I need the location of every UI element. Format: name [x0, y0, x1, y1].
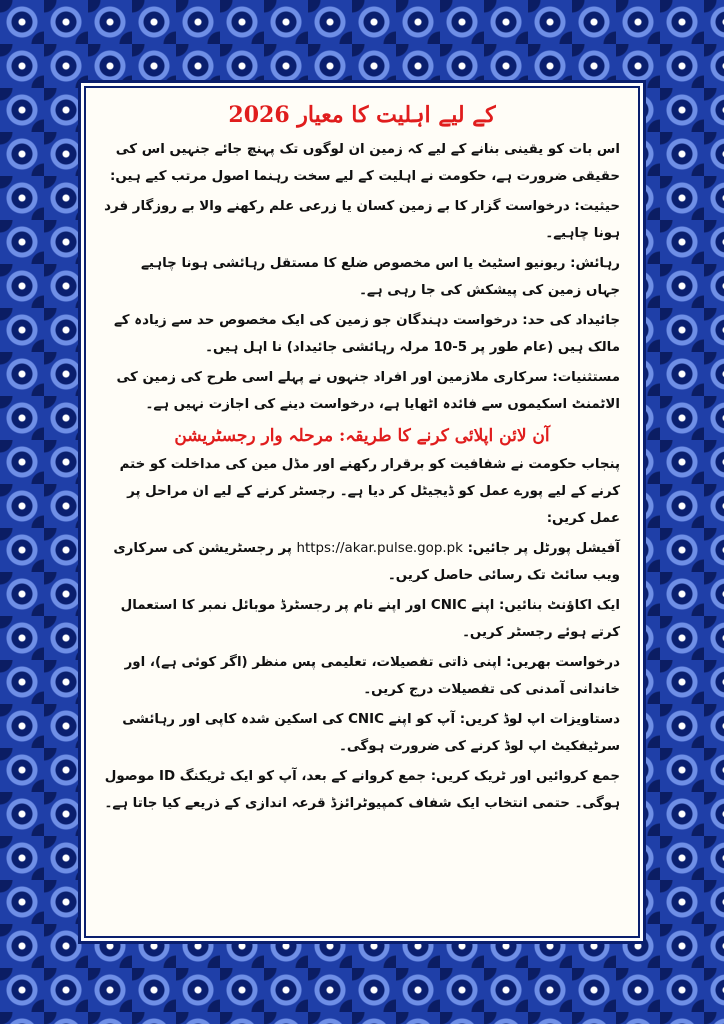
portal-url[interactable]: https://akar.pulse.gop.pk [296, 541, 463, 556]
intro-paragraph: اس بات کو یقینی بنانے کے لیے کہ زمین ان لوگوں تک پہنچ جائے جنہیں اس کی حقیقی ضرورت ہے، حکومت نے اہلیت کے لیے سخت رہنما اصول مرتب کیے ہیں: [110, 142, 620, 184]
section-title: آن لائن اپلائی کرنے کا طریقہ: مرحلہ وار رجسٹریشن [174, 426, 550, 446]
step-upload-documents: دستاویزات اپ لوڈ کریں: آپ کو اپنے CNIC کی اسکین شدہ کاپی اور رہائشی سرٹیفکیٹ اپ لوڈ کرنے کی ضرورت ہوگی۔ [122, 712, 620, 754]
step-portal [104, 535, 620, 589]
criterion-status: حیثیت: درخواست گزار کا بے زمین کسان یا زرعی علم رکھنے والا بے روزگار فرد ہونا چاہیے۔ [104, 199, 620, 241]
criterion-exceptions: مستثنیات: سرکاری ملازمین اور افراد جنہوں نے پہلے اسی طرح کی زمین کی الاٹمنٹ اسکیموں سے فائدہ اٹھایا ہے، درخواست دینے کی اجازت نہیں ہے۔ [116, 370, 620, 412]
criterion-residence: رہائش: ریونیو اسٹیٹ یا اس مخصوص ضلع کا مستقل رہائشی ہونا چاہیے جہاں زمین کی پیشکش کی جا رہی ہے۔ [141, 256, 620, 298]
page-title: کے لیے اہلیت کا معیار 2026 [228, 102, 496, 128]
content-frame [84, 86, 640, 938]
portal-suffix: پر رجسٹریشن کی سرکاری ویب سائٹ تک رسائی حاصل کریں۔ [113, 541, 620, 583]
portal-prefix: آفیشل پورٹل پر جائیں: [467, 541, 620, 556]
criterion-property-limit: جائیداد کی حد: درخواست دہندگان جو زمین کی ایک مخصوص حد سے زیادہ کے مالک ہیں (عام طور پر 5-10 مرلہ رہائشی جائیداد) نا اہل ہیں۔ [113, 313, 620, 355]
document-body [86, 88, 638, 936]
step-create-account: ایک اکاؤنٹ بنائیں: اپنے CNIC اور اپنے نام پر رجسٹرڈ موبائل نمبر کا استعمال کرتے ہوئے رجسٹر کریں۔ [120, 598, 620, 640]
step-submit-track: جمع کروائیں اور ٹریک کریں: جمع کروانے کے بعد، آپ کو ایک ٹریکنگ ID موصول ہوگی۔ حتمی انتخاب ایک شفاف کمپیوٹرائزڈ قرعہ اندازی کے ذریعے کیا جاتا ہے۔ [104, 769, 620, 811]
step-fill-application: درخواست بھریں: اپنی ذاتی تفصیلات، تعلیمی پس منظر (اگر کوئی ہے)، اور خاندانی آمدنی کی تفصیلات درج کریں۔ [124, 655, 620, 697]
section-intro: پنجاب حکومت نے شفافیت کو برقرار رکھنے اور مڈل مین کی مداخلت کو ختم کرنے کے لیے پورے عمل کو ڈیجیٹل کر دیا ہے۔ رجسٹر کرنے کے لیے ان مراحل پر عمل کریں: [119, 457, 620, 526]
